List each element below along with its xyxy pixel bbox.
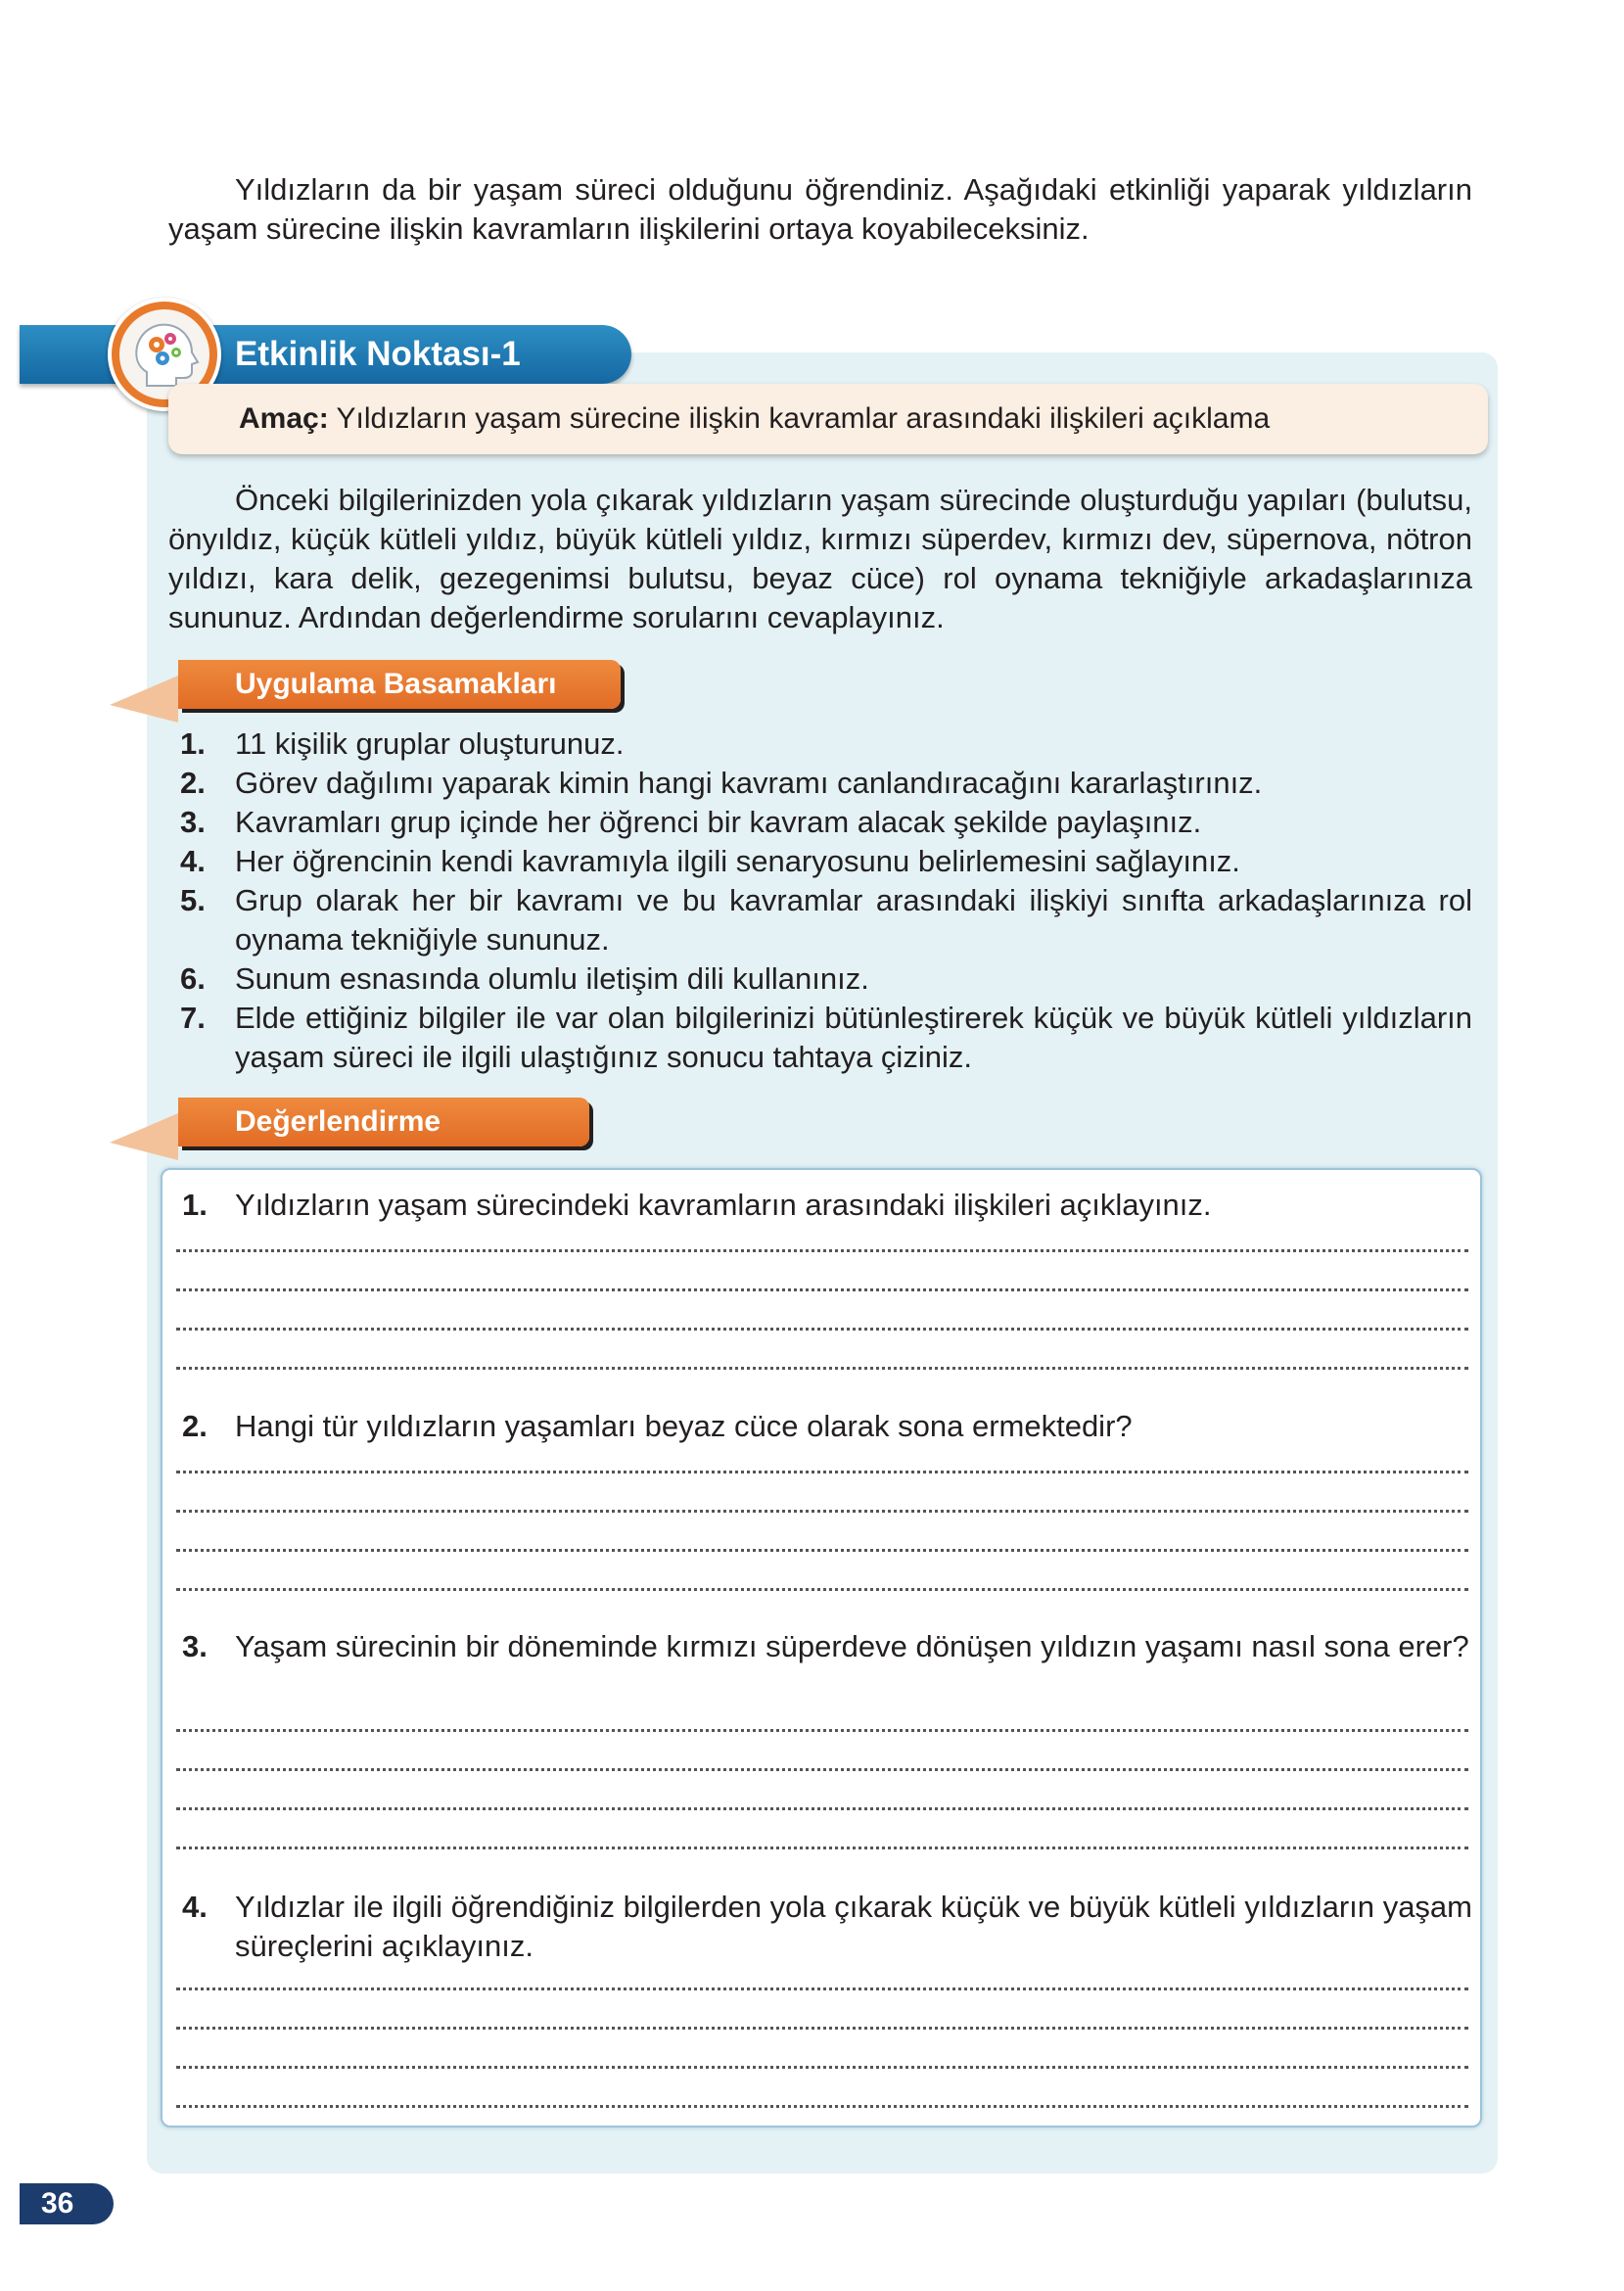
activity-title: Etkinlik Noktası-1 <box>235 335 521 373</box>
question-3: 3. Yaşam sürecinin bir döneminde kırmızı süperdeve dönüşen yıldızın yaşamı nasıl sona erer? <box>182 1629 1469 1663</box>
answer-line[interactable] <box>176 2027 1468 2030</box>
list-item: 4. Her öğrencinin kendi kavramıyla ilgili senaryosunu belirlemesini sağlayınız. <box>180 844 1240 878</box>
answer-line[interactable] <box>176 2066 1468 2069</box>
steps-list <box>168 725 1472 1077</box>
list-item: 7. Elde ettiğiniz bilgiler ile var olan bilgilerinizi bütünleştirerek küçük ve büyük kütleli yıldızların yaşam süreci ile ilgili ulaştığınız sonucu tahtaya çiziniz. <box>180 1001 1472 1074</box>
question-4: 4. Yıldızlar ile ilgili öğrendiğiniz bilgilerden yola çıkarak küçük ve büyük kütleli yıldızların yaşam süreçlerini açıklayınız. <box>182 1890 1472 1963</box>
aim-box <box>168 384 1488 454</box>
answer-line[interactable] <box>176 1288 1468 1291</box>
answer-line[interactable] <box>176 1471 1468 1473</box>
aim-text: Yıldızların yaşam sürecine ilişkin kavramlar arasındaki ilişkileri açıklama <box>336 402 1271 435</box>
page-number: 36 <box>20 2183 114 2224</box>
list-item: 1. 11 kişilik gruplar oluşturunuz. <box>180 726 625 761</box>
answer-line[interactable] <box>176 1807 1468 1810</box>
intro-paragraph: Yıldızların da bir yaşam süreci olduğunu öğrendiniz. Aşağıdaki etkinliği yaparak yıldızların yaşam sürecine ilişkin kavramların ilişkilerini ortaya koyabileceksiniz. <box>168 172 1472 246</box>
answer-line[interactable] <box>176 1367 1468 1370</box>
answer-line[interactable] <box>176 1549 1468 1552</box>
evaluation-title: Değerlendirme <box>235 1105 441 1138</box>
steps-title: Uygulama Basamakları <box>235 668 557 700</box>
answer-line[interactable] <box>176 2105 1468 2108</box>
answer-line[interactable] <box>176 1510 1468 1513</box>
list-item: 2. Görev dağılımı yaparak kimin hangi kavramı canlandıracağını kararlaştırınız. <box>180 766 1263 800</box>
aim-label: Amaç: <box>239 402 329 435</box>
evaluation-tab-curl <box>110 1113 178 1160</box>
list-item: 3. Kavramları grup içinde her öğrenci bir kavram alacak şekilde paylaşınız. <box>180 805 1202 839</box>
question-2: 2. Hangi tür yıldızların yaşamları beyaz cüce olarak sona ermektedir? <box>182 1409 1133 1443</box>
answer-line[interactable] <box>176 1768 1468 1771</box>
steps-tab-curl <box>110 676 178 723</box>
answer-line[interactable] <box>176 1588 1468 1591</box>
answer-line[interactable] <box>176 1729 1468 1732</box>
list-item: 5. Grup olarak her bir kavramı ve bu kavramlar arasındaki ilişkiyi sınıfta arkadaşlarınıza rol oynama tekniğiyle sununuz. <box>180 883 1472 957</box>
question-1: 1. Yıldızların yaşam sürecindeki kavramların arasındaki ilişkileri açıklayınız. <box>182 1188 1212 1222</box>
answer-line[interactable] <box>176 1847 1468 1849</box>
activity-description: Önceki bilgilerinizden yola çıkarak yıldızların yaşam sürecinde oluşturduğu yapıları (bulutsu, önyıldız, küçük kütleli yıldız, büyük kütleli yıldız, kırmızı süperdev, kırmızı dev, süpernova, nötron yıldızı, kara delik, gezegenimsi bulutsu, beyaz cüce) rol oynama tekniğiyle arkadaşlarınıza sununuz. Ardından değerlendirme sorularını cevaplayınız. <box>168 483 1472 634</box>
answer-line[interactable] <box>176 1249 1468 1252</box>
answer-line[interactable] <box>176 1328 1468 1331</box>
list-item: 6. Sunum esnasında olumlu iletişim dili kullanınız. <box>180 961 869 996</box>
answer-line[interactable] <box>176 1987 1468 1990</box>
